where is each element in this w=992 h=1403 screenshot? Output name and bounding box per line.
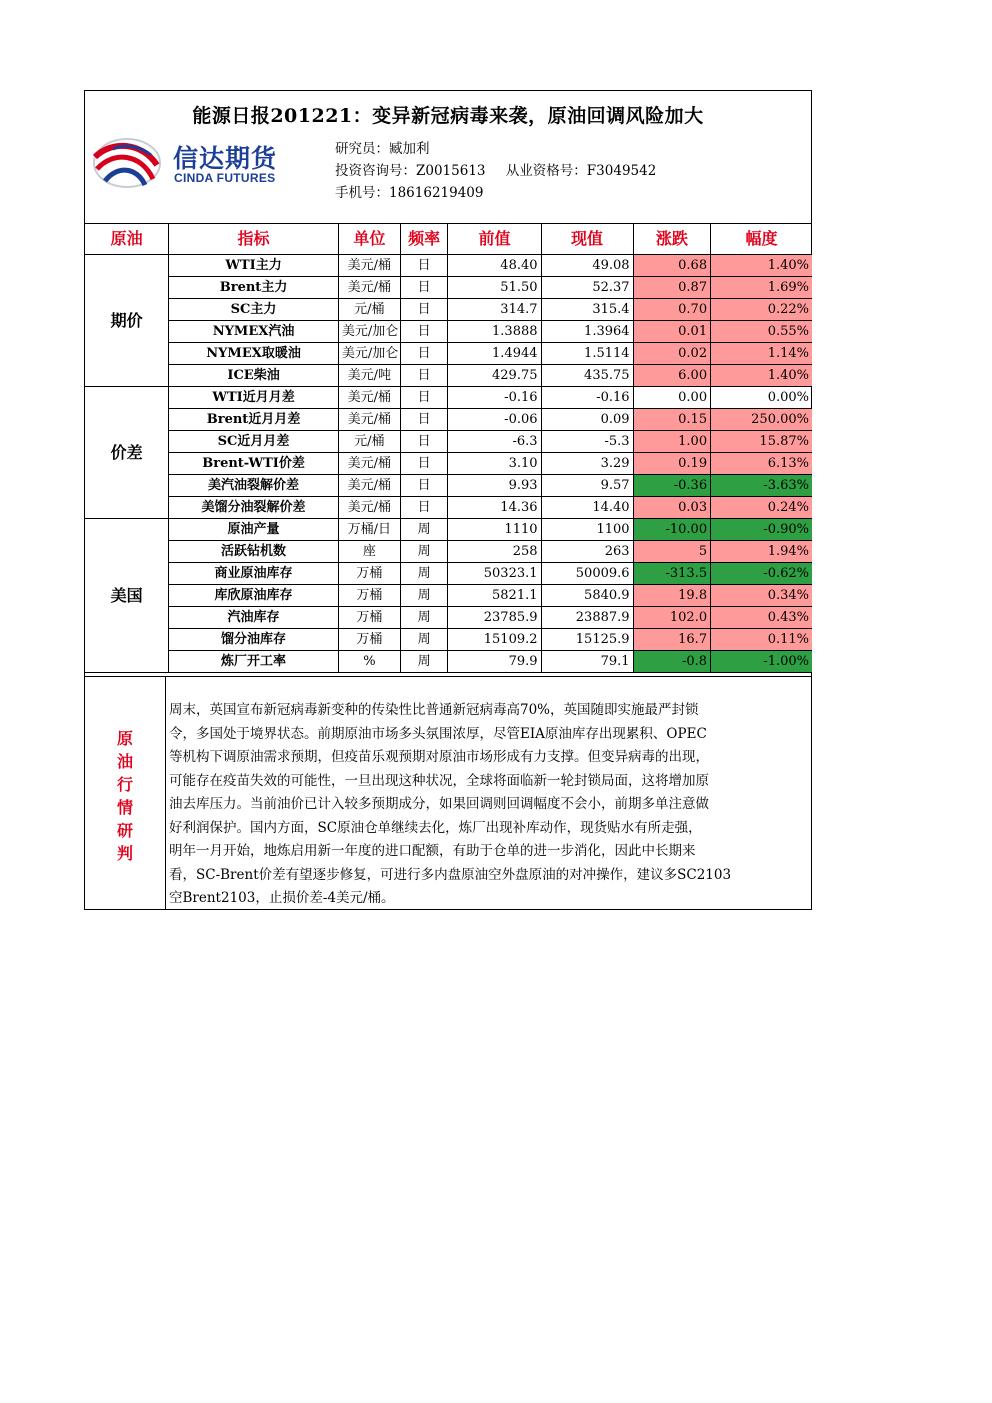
indicator-cell: NYMEX取暖油: [169, 343, 339, 365]
indicator-cell: SC近月月差: [169, 431, 339, 453]
commentary-line: 等机构下调原油需求预期，但疫苗乐观预期对原油市场形成有力支撑。但变异病毒的出现，: [169, 749, 709, 765]
report-sheet: [84, 90, 812, 910]
frequency-cell: 周: [400, 519, 448, 541]
table-row: [85, 277, 812, 299]
previous-value-cell: 14.36: [448, 497, 541, 519]
percent-change-cell: 1.14%: [711, 343, 812, 365]
percent-change-cell: -3.63%: [711, 475, 812, 497]
percent-change-cell: 1.69%: [711, 277, 812, 299]
commentary-label-char: 研: [116, 821, 133, 840]
column-header: 前值: [448, 223, 541, 255]
indicator-cell: 美馏分油裂解价差: [169, 497, 339, 519]
percent-change-cell: 0.34%: [711, 585, 812, 607]
change-cell: 0.68: [633, 255, 711, 277]
column-header: 原油: [85, 223, 169, 255]
cinda-logo-icon: [91, 135, 171, 191]
indicator-cell: WTI主力: [169, 255, 339, 277]
unit-cell: 万桶: [338, 563, 400, 585]
logo-english-text: CINDA FUTURES: [174, 171, 276, 185]
frequency-cell: 日: [400, 277, 448, 299]
unit-cell: 元/桶: [338, 299, 400, 321]
commentary-label-char: 原: [116, 729, 133, 748]
previous-value-cell: 1.4944: [448, 343, 541, 365]
table-row: [85, 629, 812, 651]
percent-change-cell: 15.87%: [711, 431, 812, 453]
change-cell: -0.8: [633, 651, 711, 673]
current-value-cell: -5.3: [541, 431, 633, 453]
percent-change-cell: -1.00%: [711, 651, 812, 673]
indicator-table: [85, 223, 812, 673]
column-header: 现值: [541, 223, 633, 255]
percent-change-cell: -0.62%: [711, 563, 812, 585]
indicator-cell: Brent-WTI价差: [169, 453, 339, 475]
frequency-cell: 周: [400, 629, 448, 651]
previous-value-cell: 258: [448, 541, 541, 563]
previous-value-cell: 1110: [448, 519, 541, 541]
consult-number: 投资咨询号：Z0015613: [335, 163, 486, 179]
category-cell: 美国: [85, 519, 169, 673]
frequency-cell: 日: [400, 453, 448, 475]
percent-change-cell: 1.40%: [711, 365, 812, 387]
indicator-cell: NYMEX汽油: [169, 321, 339, 343]
previous-value-cell: 429.75: [448, 365, 541, 387]
previous-value-cell: 1.3888: [448, 321, 541, 343]
report-title: 能源日报201221：变异新冠病毒来袭，原油回调风险加大: [192, 105, 704, 127]
frequency-cell: 日: [400, 365, 448, 387]
frequency-cell: 周: [400, 607, 448, 629]
unit-cell: 元/桶: [338, 431, 400, 453]
unit-cell: 万桶: [338, 629, 400, 651]
change-cell: -313.5: [633, 563, 711, 585]
current-value-cell: -0.16: [541, 387, 633, 409]
commentary-line: 明年一月开始，地炼启用新一年度的进口配额，有助于仓单的进一步消化，因此中长期来: [169, 843, 696, 859]
table-row: [85, 651, 812, 673]
percent-change-cell: 1.94%: [711, 541, 812, 563]
table-row: [85, 607, 812, 629]
indicator-cell: 汽油库存: [169, 607, 339, 629]
previous-value-cell: 51.50: [448, 277, 541, 299]
percent-change-cell: -0.90%: [711, 519, 812, 541]
frequency-cell: 周: [400, 563, 448, 585]
previous-value-cell: 3.10: [448, 453, 541, 475]
commentary-line: 看，SC-Brent价差有望逐步修复，可进行多内盘原油空外盘原油的对冲操作，建议多SC2103: [169, 866, 732, 883]
commentary-line: 可能存在疫苗失效的可能性，一旦出现这种状况，全球将面临新一轮封锁局面，这将增加原: [169, 772, 709, 789]
percent-change-cell: 0.00%: [711, 387, 812, 409]
column-header: 涨跌: [633, 223, 711, 255]
change-cell: 0.01: [633, 321, 711, 343]
previous-value-cell: 15109.2: [448, 629, 541, 651]
phone-line: [335, 181, 483, 201]
frequency-cell: 周: [400, 651, 448, 673]
previous-value-cell: -0.16: [448, 387, 541, 409]
table-row: [85, 365, 812, 387]
table-row: [85, 387, 812, 409]
logo-chinese-text: 信达期货: [173, 144, 278, 173]
percent-change-cell: 0.43%: [711, 607, 812, 629]
current-value-cell: 23887.9: [541, 607, 633, 629]
license-line: [335, 159, 656, 179]
license-number: 从业资格号：F3049542: [505, 163, 657, 179]
previous-value-cell: 314.7: [448, 299, 541, 321]
previous-value-cell: 79.9: [448, 651, 541, 673]
percent-change-cell: 0.22%: [711, 299, 812, 321]
change-cell: 16.7: [633, 629, 711, 651]
frequency-cell: 周: [400, 541, 448, 563]
table-row: [85, 255, 812, 277]
table-header-row: [85, 223, 812, 255]
change-cell: 6.00: [633, 365, 711, 387]
frequency-cell: 日: [400, 343, 448, 365]
table-row: [85, 321, 812, 343]
change-cell: 1.00: [633, 431, 711, 453]
unit-cell: 美元/加仑: [338, 321, 400, 343]
unit-cell: 万桶/日: [338, 519, 400, 541]
commentary-section: [85, 676, 811, 910]
current-value-cell: 50009.6: [541, 563, 633, 585]
table-row: [85, 475, 812, 497]
previous-value-cell: -6.3: [448, 431, 541, 453]
unit-cell: 美元/桶: [338, 475, 400, 497]
percent-change-cell: 0.55%: [711, 321, 812, 343]
unit-cell: 美元/桶: [338, 277, 400, 299]
indicator-cell: SC主力: [169, 299, 339, 321]
frequency-cell: 日: [400, 497, 448, 519]
previous-value-cell: 9.93: [448, 475, 541, 497]
commentary-label-char: 情: [116, 798, 133, 817]
indicator-cell: 原油产量: [169, 519, 339, 541]
column-header: 频率: [400, 223, 448, 255]
phone-number: 手机号：18616219409: [335, 185, 484, 201]
unit-cell: 美元/桶: [338, 497, 400, 519]
researcher-line: [335, 137, 430, 157]
percent-change-cell: 6.13%: [711, 453, 812, 475]
frequency-cell: 日: [400, 475, 448, 497]
table-row: [85, 453, 812, 475]
table-row: [85, 409, 812, 431]
unit-cell: 美元/桶: [338, 409, 400, 431]
column-header: 指标: [169, 223, 339, 255]
indicator-cell: ICE柴油: [169, 365, 339, 387]
current-value-cell: 52.37: [541, 277, 633, 299]
current-value-cell: 15125.9: [541, 629, 633, 651]
table-row: [85, 541, 812, 563]
table-row: [85, 431, 812, 453]
cinda-logo: [91, 135, 287, 191]
commentary-line: 好利润保护。国内方面，SC原油仓单继续去化，炼厂出现补库动作，现货贴水有所走强，: [169, 819, 702, 836]
change-cell: 102.0: [633, 607, 711, 629]
indicator-cell: 炼厂开工率: [169, 651, 339, 673]
change-cell: 0.19: [633, 453, 711, 475]
current-value-cell: 9.57: [541, 475, 633, 497]
change-cell: 0.00: [633, 387, 711, 409]
current-value-cell: 1.5114: [541, 343, 633, 365]
researcher-name: 研究员：臧加利: [335, 141, 430, 157]
percent-change-cell: 0.24%: [711, 497, 812, 519]
unit-cell: 万桶: [338, 585, 400, 607]
commentary-label-char: 行: [116, 775, 133, 794]
indicator-cell: 活跃钻机数: [169, 541, 339, 563]
indicator-cell: Brent主力: [169, 277, 339, 299]
change-cell: 0.03: [633, 497, 711, 519]
unit-cell: %: [338, 651, 400, 673]
change-cell: -0.36: [633, 475, 711, 497]
column-header: 单位: [338, 223, 400, 255]
unit-cell: 美元/桶: [338, 387, 400, 409]
commentary-vertical-label: [85, 727, 165, 865]
frequency-cell: 日: [400, 299, 448, 321]
previous-value-cell: 48.40: [448, 255, 541, 277]
change-cell: 5: [633, 541, 711, 563]
frequency-cell: 日: [400, 409, 448, 431]
previous-value-cell: 50323.1: [448, 563, 541, 585]
percent-change-cell: 250.00%: [711, 409, 812, 431]
indicator-cell: 商业原油库存: [169, 563, 339, 585]
change-cell: 0.70: [633, 299, 711, 321]
table-row: [85, 497, 812, 519]
change-cell: 19.8: [633, 585, 711, 607]
current-value-cell: 3.29: [541, 453, 633, 475]
previous-value-cell: 23785.9: [448, 607, 541, 629]
previous-value-cell: -0.06: [448, 409, 541, 431]
change-cell: -10.00: [633, 519, 711, 541]
commentary-line: 周末，英国宣布新冠病毒新变种的传染性比普通新冠病毒高70%，英国随即实施最严封锁: [169, 702, 699, 718]
indicator-cell: 馏分油库存: [169, 629, 339, 651]
category-cell: 期价: [85, 255, 169, 387]
unit-cell: 美元/吨: [338, 365, 400, 387]
percent-change-cell: 0.11%: [711, 629, 812, 651]
previous-value-cell: 5821.1: [448, 585, 541, 607]
current-value-cell: 49.08: [541, 255, 633, 277]
unit-cell: 万桶: [338, 607, 400, 629]
category-cell: 价差: [85, 387, 169, 519]
commentary-text: [169, 699, 805, 911]
current-value-cell: 1.3964: [541, 321, 633, 343]
table-row: [85, 343, 812, 365]
commentary-line: 空Brent2103，止损价差-4美元/桶。: [169, 890, 395, 906]
commentary-label-char: 判: [116, 844, 133, 863]
current-value-cell: 79.1: [541, 651, 633, 673]
frequency-cell: 日: [400, 321, 448, 343]
frequency-cell: 日: [400, 255, 448, 277]
commentary-label: [85, 677, 166, 910]
frequency-cell: 周: [400, 585, 448, 607]
unit-cell: 美元/加仑: [338, 343, 400, 365]
report-header: [85, 91, 811, 224]
change-cell: 0.02: [633, 343, 711, 365]
indicator-cell: 库欣原油库存: [169, 585, 339, 607]
table-row: [85, 299, 812, 321]
frequency-cell: 日: [400, 387, 448, 409]
commentary-line: 令，多国处于境界状态。前期原油市场多头氛围浓厚，尽管EIA原油库存出现累积、OPEC: [169, 725, 707, 742]
current-value-cell: 0.09: [541, 409, 633, 431]
frequency-cell: 日: [400, 431, 448, 453]
current-value-cell: 315.4: [541, 299, 633, 321]
change-cell: 0.15: [633, 409, 711, 431]
unit-cell: 美元/桶: [338, 453, 400, 475]
table-row: [85, 585, 812, 607]
percent-change-cell: 1.40%: [711, 255, 812, 277]
commentary-label-char: 油: [116, 752, 133, 771]
unit-cell: 美元/桶: [338, 255, 400, 277]
indicator-cell: Brent近月月差: [169, 409, 339, 431]
table-row: [85, 519, 812, 541]
table-row: [85, 563, 812, 585]
current-value-cell: 1100: [541, 519, 633, 541]
change-cell: 0.87: [633, 277, 711, 299]
indicator-cell: 美汽油裂解价差: [169, 475, 339, 497]
current-value-cell: 263: [541, 541, 633, 563]
indicator-cell: WTI近月月差: [169, 387, 339, 409]
current-value-cell: 14.40: [541, 497, 633, 519]
current-value-cell: 5840.9: [541, 585, 633, 607]
commentary-line: 油去库压力。当前油价已计入较多预期成分，如果回调则回调幅度不会小，前期多单注意做: [169, 796, 709, 812]
unit-cell: 座: [338, 541, 400, 563]
current-value-cell: 435.75: [541, 365, 633, 387]
column-header: 幅度: [711, 223, 812, 255]
